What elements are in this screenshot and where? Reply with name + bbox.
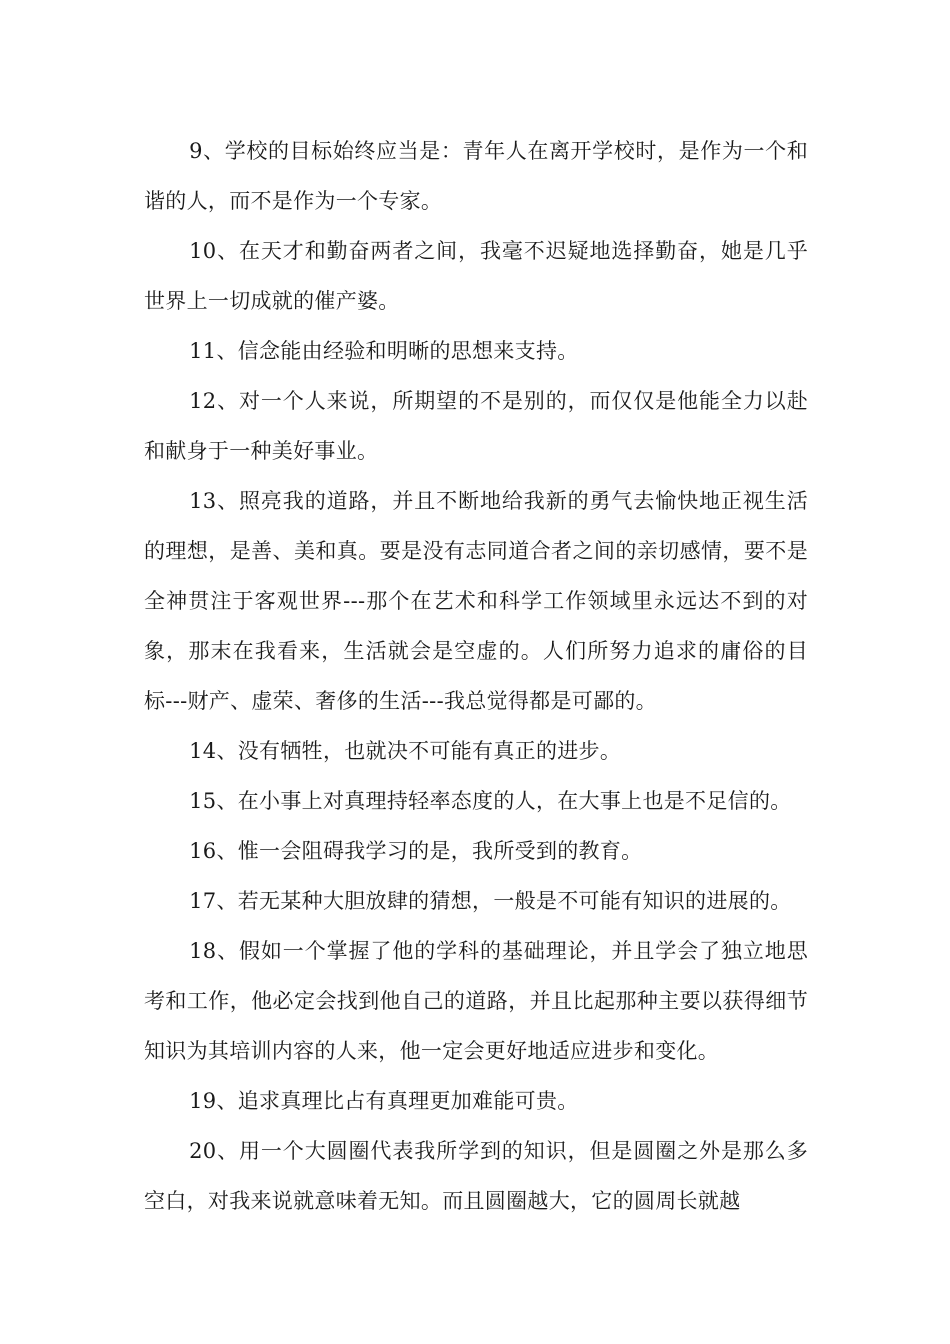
paragraph-14: 14、没有牺牲，也就决不可能有真正的进步。 (189, 739, 622, 763)
paragraph-17: 17、若无某种大胆放肆的猜想，一般是不可能有知识的进展的。 (189, 889, 792, 913)
paragraph-19: 19、追求真理比占有真理更加难能可贵。 (189, 1089, 579, 1113)
paragraph-12: 12、对一个人来说，所期望的不是别的，而仅仅是他能全力以赴和献身于一种美好事业。 (144, 389, 808, 463)
paragraph-18: 18、假如一个掌握了他的学科的基础理论，并且学会了独立地思考和工作，他必定会找到他自己的道路，并且比起那种主要以获得细节知识为其培训内容的人来，他一定会更好地适应进步和变化。 (144, 939, 808, 1063)
paragraph-16: 16、惟一会阻碍我学习的是，我所受到的教育。 (189, 839, 643, 863)
document-page (144, 126, 808, 1226)
paragraph-15: 15、在小事上对真理持轻率态度的人，在大事上也是不足信的。 (189, 789, 792, 813)
paragraph-9: 9、学校的目标始终应当是：青年人在离开学校时，是作为一个和谐的人，而不是作为一个专家。 (144, 139, 808, 213)
paragraph-20: 20、用一个大圆圈代表我所学到的知识，但是圆圈之外是那么多空白，对我来说就意味着无知。而且圆圈越大，它的圆周长就越 (144, 1139, 808, 1213)
paragraph-11: 11、信念能由经验和明晰的思想来支持。 (189, 339, 579, 363)
paragraph-10: 10、在天才和勤奋两者之间，我毫不迟疑地选择勤奋，她是几乎世界上一切成就的催产婆。 (144, 239, 808, 313)
paragraph-13: 13、照亮我的道路，并且不断地给我新的勇气去愉快地正视生活的理想，是善、美和真。要是没有志同道合者之间的亲切感情，要不是全神贯注于客观世界---那个在艺术和科学工作领域里永远达不到的对象，那末在我看来，生活就会是空虚的。人们所努力追求的庸俗的目标---财产、虚荣、奢侈的生活---我总觉得都是可鄙的。 (144, 489, 808, 713)
